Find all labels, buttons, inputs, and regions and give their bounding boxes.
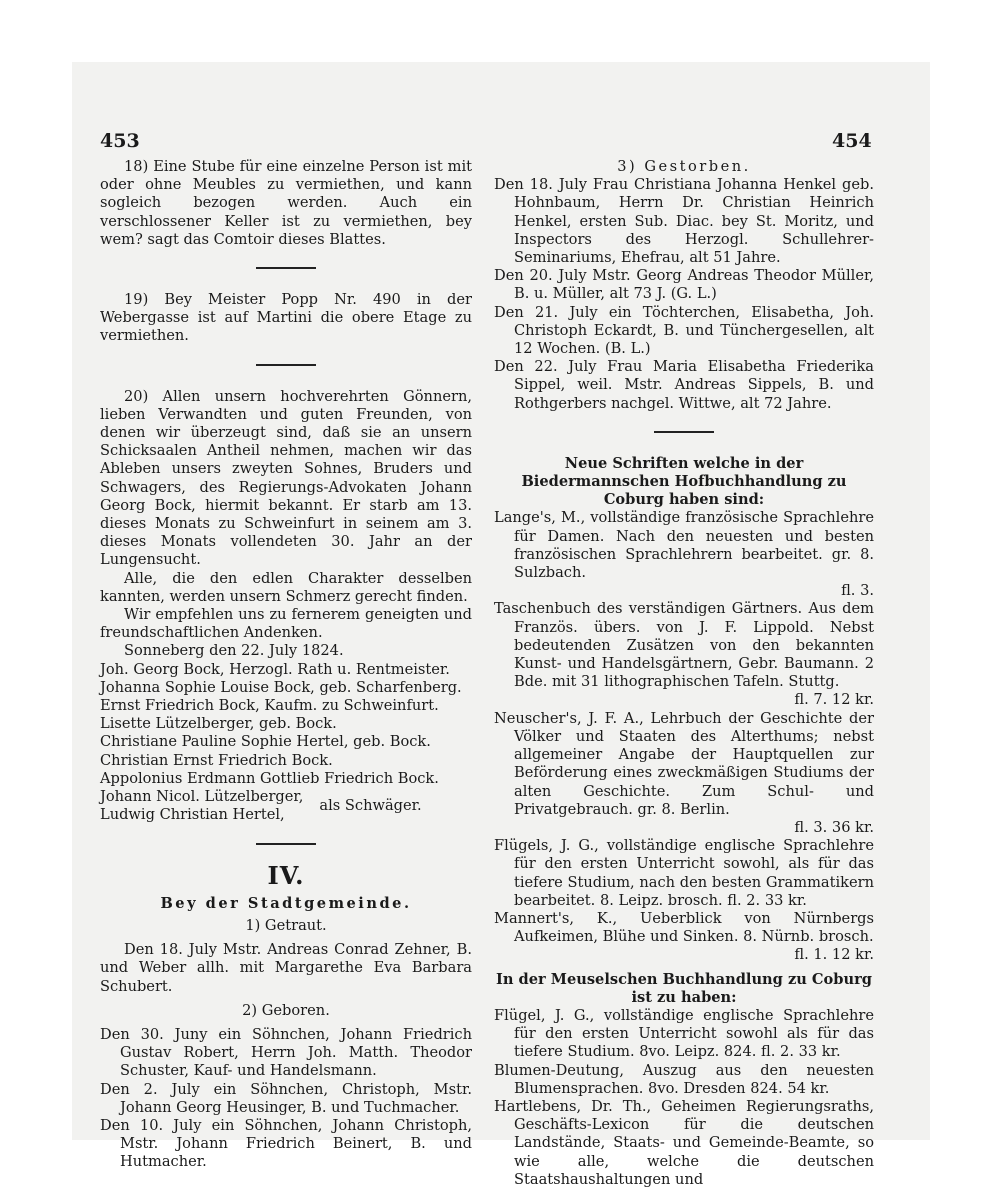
notice-20-sentence: Alle, die den edlen Charakter desselben kannten, werden unsern Schmerz gerecht finden. <box>100 569 472 605</box>
marriage-entry: Den 18. July Mstr. Andreas Conrad Zehner, B. und Weber allh. mit Margarethe Eva Barbara Schubert. <box>100 941 472 995</box>
death-entry: Den 22. July Frau Maria Elisabetha Friederika Sippel, weil. Mstr. Andreas Sippels, B. und Rothgerbers nachgel. Wittwe, alt 72 Jahre. <box>494 358 874 412</box>
brothers-in-law-group <box>100 788 472 824</box>
book-entry: Neuscher's, J. F. A., Lehrbuch der Geschichte der Völker und Staaten des Alterthums; nebst allgemeiner Angabe der Hauptquellen zur Beförderung eines zweckmäßigen Studiums der alten Geschichte. Zum Schul- und Privatgebrauch. gr. 8. Berlin. <box>494 709 874 818</box>
bookshop-heading: Neue Schriften welche in der Biedermannschen Hofbuchhandlung zu Coburg haben sind: <box>521 454 847 509</box>
section-title: Bey der Stadtgemeinde. <box>160 894 412 912</box>
right-column <box>494 158 874 1189</box>
divider <box>654 431 714 433</box>
notice-20-closing: Wir empfehlen uns zu fernerem geneigten und freundschaftlichen Andenken. <box>100 606 472 642</box>
book-entry: Blumen-Deutung, Auszug aus den neuesten Blumensprachen. 8vo. Dresden 824. 54 kr. <box>494 1061 874 1097</box>
book-entry: Mannert's, K., Ueberblick von Nürnbergs Aufkeimen, Blühe und Sinken. 8. Nürnb. brosch. <box>494 909 874 946</box>
book-entry: Flügels, J. G., vollständige englische Sprachlehre für den ersten Unterricht sowohl, als für das tiefere Studium, nach den besten Grammatikern bearbeitet. 8. Leipz. brosch. fl. 2. 33 kr. <box>494 837 874 909</box>
section-number: IV. <box>267 860 305 890</box>
death-entry: Den 18. July Frau Christiana Johanna Henkel geb. Hohnbaum, Herrn Dr. Christian Heinrich Henkel, ersten Sub. Diac. bey St. Moritz, und Inspectors des Herzogl. Schullehrer-Seminariums, Ehefrau, alt 51 Jahre. <box>494 176 874 267</box>
signature-line: Johanna Sophie Louise Bock, geb. Scharfenberg. <box>100 678 462 696</box>
signature-line: Joh. Georg Bock, Herzogl. Rath u. Rentmeister. <box>100 660 450 678</box>
death-entry: Den 21. July ein Töchterchen, Elisabetha, Joh. Christoph Eckardt, B. und Tünchergesellen, alt 12 Wochen. (B. L.) <box>494 303 874 358</box>
divider <box>256 364 316 366</box>
notice-19: 19) Bey Meister Popp Nr. 490 in der Webergasse ist auf Martini die obere Etage zu vermiethen. <box>100 291 472 345</box>
divider <box>256 267 316 269</box>
signature-line: Christiane Pauline Sophie Hertel, geb. Bock. <box>100 733 431 751</box>
book-entry: Flügel, J. G., vollständige englische Sprachlehre für den ersten Unterricht sowohl als für das tiefere Studium. 8vo. Leipz. 824. fl. 2. 33 kr. <box>494 1006 874 1061</box>
book-entry: Taschenbuch des verständigen Gärtners. Aus dem Französ. übers. von J. F. Lippold. Nebst bedeutenden Zusätzen von den bekannten Kunst- und Handelsgärtnern, Gebr. Baumann. 2 Bde. mit 31 lithographischen Tafeln. Stuttg. <box>494 600 874 691</box>
book-price: fl. 1. 12 kr. <box>794 946 874 964</box>
book-price: fl. 7. 12 kr. <box>794 691 874 709</box>
book-entry: Lange's, M., vollständige französische Sprachlehre für Damen. Nach den neuesten und besten französischen Sprachlehrern bearbeitet. gr. 8. Sulzbach. <box>494 509 874 582</box>
book-price: fl. 3. 36 kr. <box>794 818 874 836</box>
subsection-born-title: 2) Geboren. <box>242 1001 330 1019</box>
left-column <box>100 158 472 1172</box>
birth-entry: Den 10. July ein Söhnchen, Johann Christoph, Mstr. Johann Friedrich Beinert, B. und Hutmacher. <box>100 1116 472 1171</box>
signature-line: Lisette Lützelberger, geb. Bock. <box>100 715 337 733</box>
signature-line: Ernst Friedrich Bock, Kaufm. zu Schweinfurt. <box>100 697 439 715</box>
bracket-label: als Schwäger. <box>319 797 422 815</box>
page-number-right: 454 <box>832 130 872 152</box>
birth-entry: Den 2. July ein Söhnchen, Christoph, Mstr. Johann Georg Heusinger, B. und Tuchmacher. <box>100 1080 472 1116</box>
book-entry: Hartlebens, Dr. Th., Geheimen Regierungsraths, Geschäfts-Lexicon für die deutschen Landstände, Staats- und Gemeinde-Beamte, so wie alle, welche die deutschen Staatshaushaltungen und <box>494 1097 874 1188</box>
notice-20-date: Sonneberg den 22. July 1824. <box>124 642 344 660</box>
signature-line: Appolonius Erdmann Gottlieb Friedrich Bock. <box>100 769 439 787</box>
subsection-married-title: 1) Getraut. <box>245 916 327 934</box>
subsection-died-title: 3) Gestorben. <box>617 158 751 175</box>
signature-line: Johann Nicol. Lützelberger, <box>100 788 304 806</box>
book-price: fl. 3. <box>841 582 874 600</box>
birth-entry: Den 30. Juny ein Söhnchen, Johann Friedrich Gustav Robert, Herrn Joh. Matth. Theodor Schuster, Kauf- und Handelsmann. <box>100 1025 472 1080</box>
notice-20: 20) Allen unsern hochverehrten Gönnern, lieben Verwandten und guten Freunden, von denen wir überzeugt sind, daß sie an unsern Schicksaalen Antheil nehmen, machen wir das Ableben unsers zweyten Sohnes, Bruders und Schwagers, des Regierungs-Advokaten Johann Georg Bock, hiermit bekannt. Er starb am 13. dieses Monats zu Schweinfurt in seinem am 3. dieses Monats vollendeten 30. Jahr an der Lungensucht. <box>100 387 472 569</box>
bookshop-heading: In der Meuselschen Buchhandlung zu Coburg ist zu haben: <box>496 970 872 1006</box>
signature-line: Ludwig Christian Hertel, <box>100 806 285 824</box>
page-number-left: 453 <box>100 130 140 152</box>
signature-line: Christian Ernst Friedrich Bock. <box>100 751 333 769</box>
notice-18: 18) Eine Stube für eine einzelne Person ist mit oder ohne Meubles zu vermiethen, und kann sogleich bezogen werden. Auch ein verschlossener Keller ist zu vermiethen, bey wem? sagt das Comtoir dieses Blattes. <box>100 158 472 248</box>
death-entry: Den 20. July Mstr. Georg Andreas Theodor Müller, B. u. Müller, alt 73 J. (G. L.) <box>494 267 874 303</box>
divider <box>256 843 316 845</box>
